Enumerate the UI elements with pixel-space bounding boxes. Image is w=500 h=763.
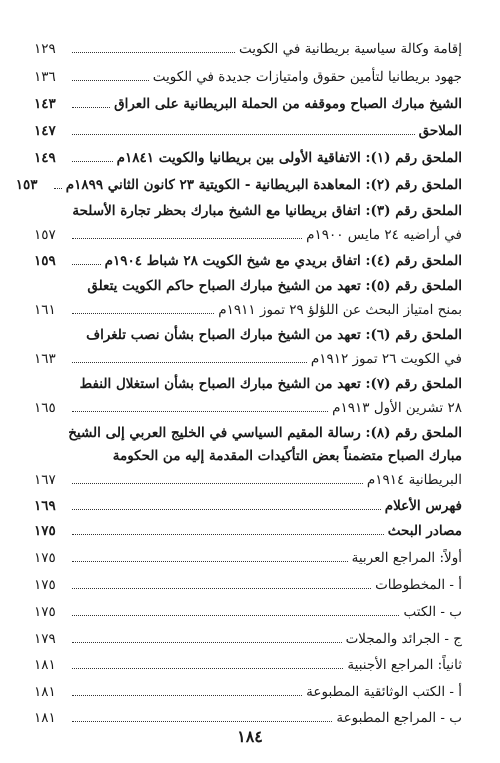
- toc-entry-title: أ - المخطوطات: [375, 577, 462, 593]
- toc-entry-title: الملحق رقم (٤): اتفاق بريدي مع شيخ الكويت ٢٨ شباط ١٩٠٤م: [104, 253, 462, 269]
- toc-entry-page: ١٥٣: [15, 177, 38, 193]
- toc-entry-page: ١٤٣: [34, 96, 56, 112]
- dot-leader: [72, 508, 381, 510]
- toc-entry-page: ١٨١: [34, 684, 56, 700]
- toc-entry-title: البريطانية ١٩١٤م: [366, 472, 462, 488]
- toc-entry-title: الملحق رقم (٣): اتفاق بريطانيا مع الشيخ مبارك بحظر تجارة الأسلحة: [72, 203, 462, 219]
- toc-entry-title: ٢٨ تشرين الأول ١٩١٣م: [332, 400, 462, 416]
- toc-entry-title: مبارك الصباح متضمناً بعض التأكيدات المقدمة إليه من الحكومة: [112, 448, 462, 464]
- dot-leader: [72, 106, 110, 108]
- toc-entry-page: ١٤٩: [34, 150, 56, 166]
- dot-leader: [72, 361, 307, 363]
- dot-leader: [72, 79, 149, 81]
- dot-leader: [72, 587, 371, 589]
- toc-entry: [34, 371, 462, 393]
- dot-leader: [72, 410, 328, 412]
- toc-entry-continuation: [34, 222, 462, 244]
- toc-entry-title: إقامة وكالة سياسية بريطانية في الكويت: [238, 41, 462, 57]
- toc-entry-title: الملحق رقم (٢): المعاهدة البريطانية - الكويتية ٢٣ كانون الثاني ١٨٩٩م: [65, 177, 462, 193]
- dot-leader: [72, 312, 214, 314]
- toc-entry-page: ١٦٧: [34, 472, 56, 488]
- toc-entry: [34, 322, 462, 344]
- dot-leader: [72, 560, 348, 562]
- dot-leader: [72, 694, 302, 696]
- toc-entry-title: الملحق رقم (٨): رسالة المقيم السياسي في الخليج العربي إلى الشيخ: [68, 425, 462, 441]
- dot-leader: [72, 51, 235, 53]
- toc-entry-title: ج - الجرائد والمجلات: [345, 631, 462, 647]
- toc-entry-title: في الكويت ٢٦ تموز ١٩١٢م: [310, 351, 462, 367]
- dot-leader: [72, 263, 101, 265]
- toc-entry: [34, 91, 462, 113]
- toc-entry-page: ١٧٥: [34, 523, 56, 539]
- toc-entry-title: فهرس الأعلام: [384, 498, 462, 514]
- toc-entry-continuation: [34, 443, 462, 465]
- toc-entry-page: ١٧٥: [34, 604, 56, 620]
- toc-entry: [34, 572, 462, 594]
- toc-entry-title: أولاً: المراجع العربية: [351, 550, 462, 566]
- dot-leader: [72, 160, 113, 162]
- toc-entry: [34, 705, 462, 727]
- toc-entry-page: ١٦١: [34, 302, 56, 318]
- dot-leader: [72, 237, 302, 239]
- toc-entry: [34, 420, 462, 442]
- toc-entry-page: ١٤٧: [34, 123, 56, 139]
- toc-entry-page: ١٥٧: [34, 227, 56, 243]
- dot-leader: [72, 133, 415, 135]
- toc-entry-page: ١٣٦: [34, 69, 56, 85]
- toc-entry-continuation: [34, 395, 462, 417]
- toc-entry-page: ١٦٣: [34, 351, 56, 367]
- toc-entry-title: الملاحق: [418, 123, 462, 139]
- toc-entry-title: أ - الكتب الوثائقية المطبوعة: [306, 684, 462, 700]
- dot-leader: [72, 641, 342, 643]
- toc-entry: [34, 36, 462, 58]
- toc-entry-page: ١٢٩: [34, 41, 56, 57]
- toc-entry-title: الملحق رقم (٥): تعهد من الشيخ مبارك الصباح حاكم الكويت يتعلق: [87, 278, 462, 294]
- toc-entry-continuation: [34, 297, 462, 319]
- toc-entry: [34, 145, 462, 167]
- toc-entry-page: ١٧٥: [34, 577, 56, 593]
- toc-entry: [34, 248, 462, 270]
- toc-entry-title: ثانياً: المراجع الأجنبية: [347, 657, 462, 673]
- dot-leader: [72, 667, 343, 669]
- toc-entry-title: الملحق رقم (٦): تعهد من الشيخ مبارك الصباح بشأن نصب تلغراف: [86, 327, 462, 343]
- dot-leader: [54, 187, 62, 189]
- toc-entry-title: الشيخ مبارك الصباح وموقفه من الحملة البريطانية على العراق: [114, 96, 462, 112]
- toc-entry-page: ١٦٩: [34, 498, 56, 514]
- toc-entry: [34, 599, 462, 621]
- toc-entry: [34, 64, 462, 86]
- toc-entry-page: ١٨١: [34, 710, 56, 726]
- toc-entry-title: جهود بريطانيا لتأمين حقوق وامتيازات جديدة في الكويت: [152, 69, 462, 85]
- toc-entry: [34, 626, 462, 648]
- toc-entry-title: الملحق رقم (٧): تعهد من الشيخ مبارك الصباح بشأن استغلال النفط: [79, 376, 462, 392]
- toc-entry-page: ١٧٥: [34, 550, 56, 566]
- toc-entry: [34, 493, 462, 515]
- dot-leader: [72, 720, 332, 722]
- toc-entry-page: ١٨١: [34, 657, 56, 673]
- toc-entry-title: بمنح امتياز البحث عن اللؤلؤ ٢٩ تموز ١٩١١م: [218, 302, 462, 318]
- toc-entry: [34, 118, 462, 140]
- toc-entry: [34, 198, 462, 220]
- toc-entry-title: مصادر البحث: [387, 523, 462, 539]
- toc-entry-page: ١٥٩: [34, 253, 56, 269]
- toc-entry-continuation: [34, 467, 462, 489]
- toc-entry-title: ب - الكتب: [403, 604, 462, 620]
- toc-entry-page: ١٦٥: [34, 400, 56, 416]
- dot-leader: [72, 614, 399, 616]
- toc-entry: [34, 273, 462, 295]
- dot-leader: [72, 482, 363, 484]
- toc-entry: [34, 652, 462, 674]
- toc-entry-page: ١٧٩: [34, 631, 56, 647]
- toc-entry-title: الملحق رقم (١): الاتفاقية الأولى بين بريطانيا والكويت ١٨٤١م: [116, 150, 462, 166]
- toc-entry-title: في أراضيه ٢٤ مايس ١٩٠٠م: [306, 227, 462, 243]
- toc-entry-title: ب - المراجع المطبوعة: [336, 710, 462, 726]
- page-number: ١٨٤: [237, 727, 263, 746]
- toc-entry: [34, 518, 462, 540]
- dot-leader: [72, 533, 384, 535]
- toc-entry: [34, 545, 462, 567]
- toc-entry-continuation: [34, 346, 462, 368]
- toc-entry: [15, 172, 462, 194]
- toc-entry: [34, 679, 462, 701]
